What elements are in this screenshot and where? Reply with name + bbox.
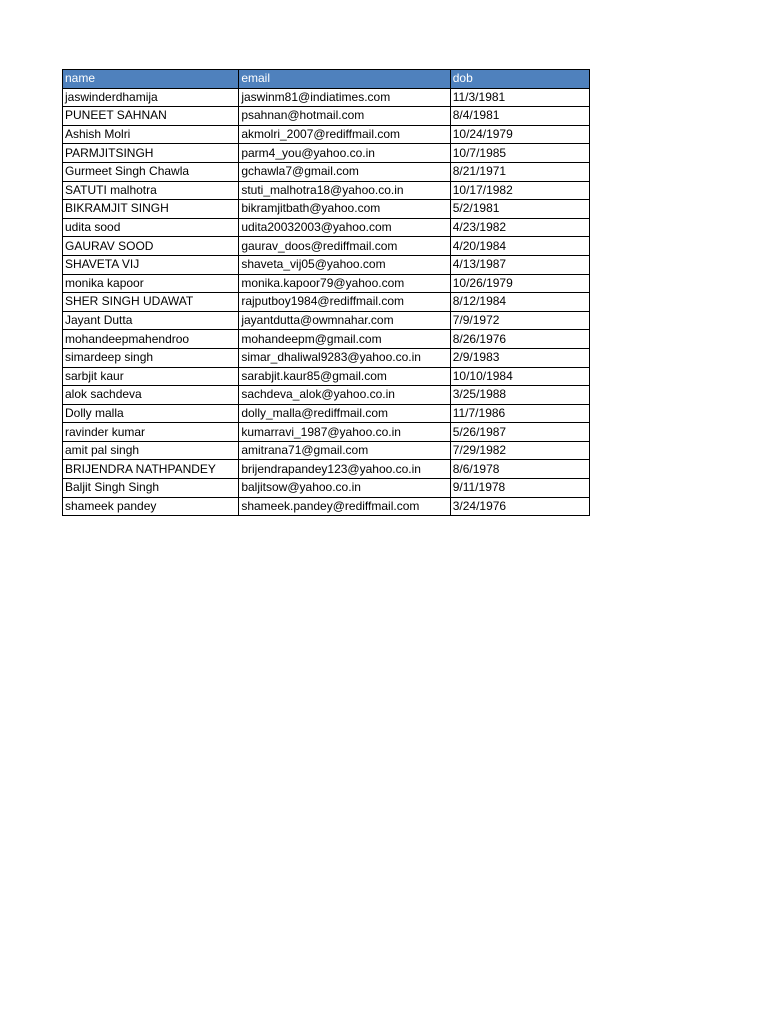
table-row bbox=[63, 479, 590, 498]
table-row bbox=[63, 423, 590, 442]
table-row bbox=[63, 404, 590, 423]
cell-dob: 8/12/1984 bbox=[450, 293, 589, 312]
cell-dob: 8/4/1981 bbox=[450, 107, 589, 126]
cell-email: baljitsow@yahoo.co.in bbox=[239, 479, 450, 498]
cell-email: jayantdutta@owmnahar.com bbox=[239, 311, 450, 330]
cell-email: sarabjit.kaur85@gmail.com bbox=[239, 367, 450, 386]
cell-email: parm4_you@yahoo.co.in bbox=[239, 144, 450, 163]
cell-dob: 10/17/1982 bbox=[450, 181, 589, 200]
cell-name: Baljit Singh Singh bbox=[63, 479, 239, 498]
cell-dob: 7/9/1972 bbox=[450, 311, 589, 330]
cell-dob: 10/10/1984 bbox=[450, 367, 589, 386]
cell-email: gaurav_doos@rediffmail.com bbox=[239, 237, 450, 256]
table-row bbox=[63, 497, 590, 516]
table-row bbox=[63, 162, 590, 181]
column-header-dob: dob bbox=[450, 70, 589, 89]
table-row bbox=[63, 386, 590, 405]
cell-name: BIKRAMJIT SINGH bbox=[63, 200, 239, 219]
cell-name: SHER SINGH UDAWAT bbox=[63, 293, 239, 312]
cell-name: PUNEET SAHNAN bbox=[63, 107, 239, 126]
cell-email: udita20032003@yahoo.com bbox=[239, 218, 450, 237]
cell-dob: 8/26/1976 bbox=[450, 330, 589, 349]
cell-name: alok sachdeva bbox=[63, 386, 239, 405]
cell-name: SHAVETA VIJ bbox=[63, 255, 239, 274]
table-row bbox=[63, 218, 590, 237]
table-row bbox=[63, 274, 590, 293]
cell-dob: 7/29/1982 bbox=[450, 441, 589, 460]
table-row bbox=[63, 311, 590, 330]
cell-name: udita sood bbox=[63, 218, 239, 237]
cell-name: shameek pandey bbox=[63, 497, 239, 516]
table-row bbox=[63, 255, 590, 274]
table-row bbox=[63, 237, 590, 256]
cell-email: sachdeva_alok@yahoo.co.in bbox=[239, 386, 450, 405]
table-row bbox=[63, 460, 590, 479]
cell-dob: 10/24/1979 bbox=[450, 125, 589, 144]
cell-dob: 10/26/1979 bbox=[450, 274, 589, 293]
cell-email: rajputboy1984@rediffmail.com bbox=[239, 293, 450, 312]
cell-dob: 9/11/1978 bbox=[450, 479, 589, 498]
cell-email: bikramjitbath@yahoo.com bbox=[239, 200, 450, 219]
table-row bbox=[63, 181, 590, 200]
cell-dob: 4/13/1987 bbox=[450, 255, 589, 274]
table-row bbox=[63, 144, 590, 163]
column-header-name: name bbox=[63, 70, 239, 89]
table-row bbox=[63, 107, 590, 126]
cell-dob: 11/7/1986 bbox=[450, 404, 589, 423]
cell-email: amitrana71@gmail.com bbox=[239, 441, 450, 460]
table-body bbox=[63, 88, 590, 516]
table-header-row bbox=[63, 70, 590, 89]
cell-name: Dolly malla bbox=[63, 404, 239, 423]
table-row bbox=[63, 125, 590, 144]
cell-dob: 10/7/1985 bbox=[450, 144, 589, 163]
table-row bbox=[63, 330, 590, 349]
table-row bbox=[63, 441, 590, 460]
cell-name: jaswinderdhamija bbox=[63, 88, 239, 107]
cell-email: simar_dhaliwal9283@yahoo.co.in bbox=[239, 348, 450, 367]
table-row bbox=[63, 88, 590, 107]
cell-dob: 11/3/1981 bbox=[450, 88, 589, 107]
cell-email: jaswinm81@indiatimes.com bbox=[239, 88, 450, 107]
cell-email: gchawla7@gmail.com bbox=[239, 162, 450, 181]
table-row bbox=[63, 200, 590, 219]
cell-name: mohandeepmahendroo bbox=[63, 330, 239, 349]
cell-name: SATUTI malhotra bbox=[63, 181, 239, 200]
cell-name: simardeep singh bbox=[63, 348, 239, 367]
cell-dob: 3/25/1988 bbox=[450, 386, 589, 405]
cell-email: shameek.pandey@rediffmail.com bbox=[239, 497, 450, 516]
table-row bbox=[63, 367, 590, 386]
cell-name: Jayant Dutta bbox=[63, 311, 239, 330]
table-row bbox=[63, 348, 590, 367]
cell-name: BRIJENDRA NATHPANDEY bbox=[63, 460, 239, 479]
cell-email: kumarravi_1987@yahoo.co.in bbox=[239, 423, 450, 442]
cell-dob: 2/9/1983 bbox=[450, 348, 589, 367]
cell-email: dolly_malla@rediffmail.com bbox=[239, 404, 450, 423]
cell-name: Gurmeet Singh Chawla bbox=[63, 162, 239, 181]
cell-name: PARMJITSINGH bbox=[63, 144, 239, 163]
cell-email: monika.kapoor79@yahoo.com bbox=[239, 274, 450, 293]
cell-dob: 5/2/1981 bbox=[450, 200, 589, 219]
column-header-email: email bbox=[239, 70, 450, 89]
cell-dob: 5/26/1987 bbox=[450, 423, 589, 442]
cell-dob: 3/24/1976 bbox=[450, 497, 589, 516]
cell-name: sarbjit kaur bbox=[63, 367, 239, 386]
cell-email: psahnan@hotmail.com bbox=[239, 107, 450, 126]
cell-name: GAURAV SOOD bbox=[63, 237, 239, 256]
cell-email: brijendrapandey123@yahoo.co.in bbox=[239, 460, 450, 479]
cell-dob: 4/23/1982 bbox=[450, 218, 589, 237]
cell-dob: 8/21/1971 bbox=[450, 162, 589, 181]
table-row bbox=[63, 293, 590, 312]
cell-email: shaveta_vij05@yahoo.com bbox=[239, 255, 450, 274]
cell-name: amit pal singh bbox=[63, 441, 239, 460]
cell-email: stuti_malhotra18@yahoo.co.in bbox=[239, 181, 450, 200]
contacts-table bbox=[62, 69, 590, 516]
cell-name: monika kapoor bbox=[63, 274, 239, 293]
cell-dob: 4/20/1984 bbox=[450, 237, 589, 256]
cell-email: mohandeepm@gmail.com bbox=[239, 330, 450, 349]
cell-email: akmolri_2007@rediffmail.com bbox=[239, 125, 450, 144]
cell-name: Ashish Molri bbox=[63, 125, 239, 144]
cell-dob: 8/6/1978 bbox=[450, 460, 589, 479]
cell-name: ravinder kumar bbox=[63, 423, 239, 442]
